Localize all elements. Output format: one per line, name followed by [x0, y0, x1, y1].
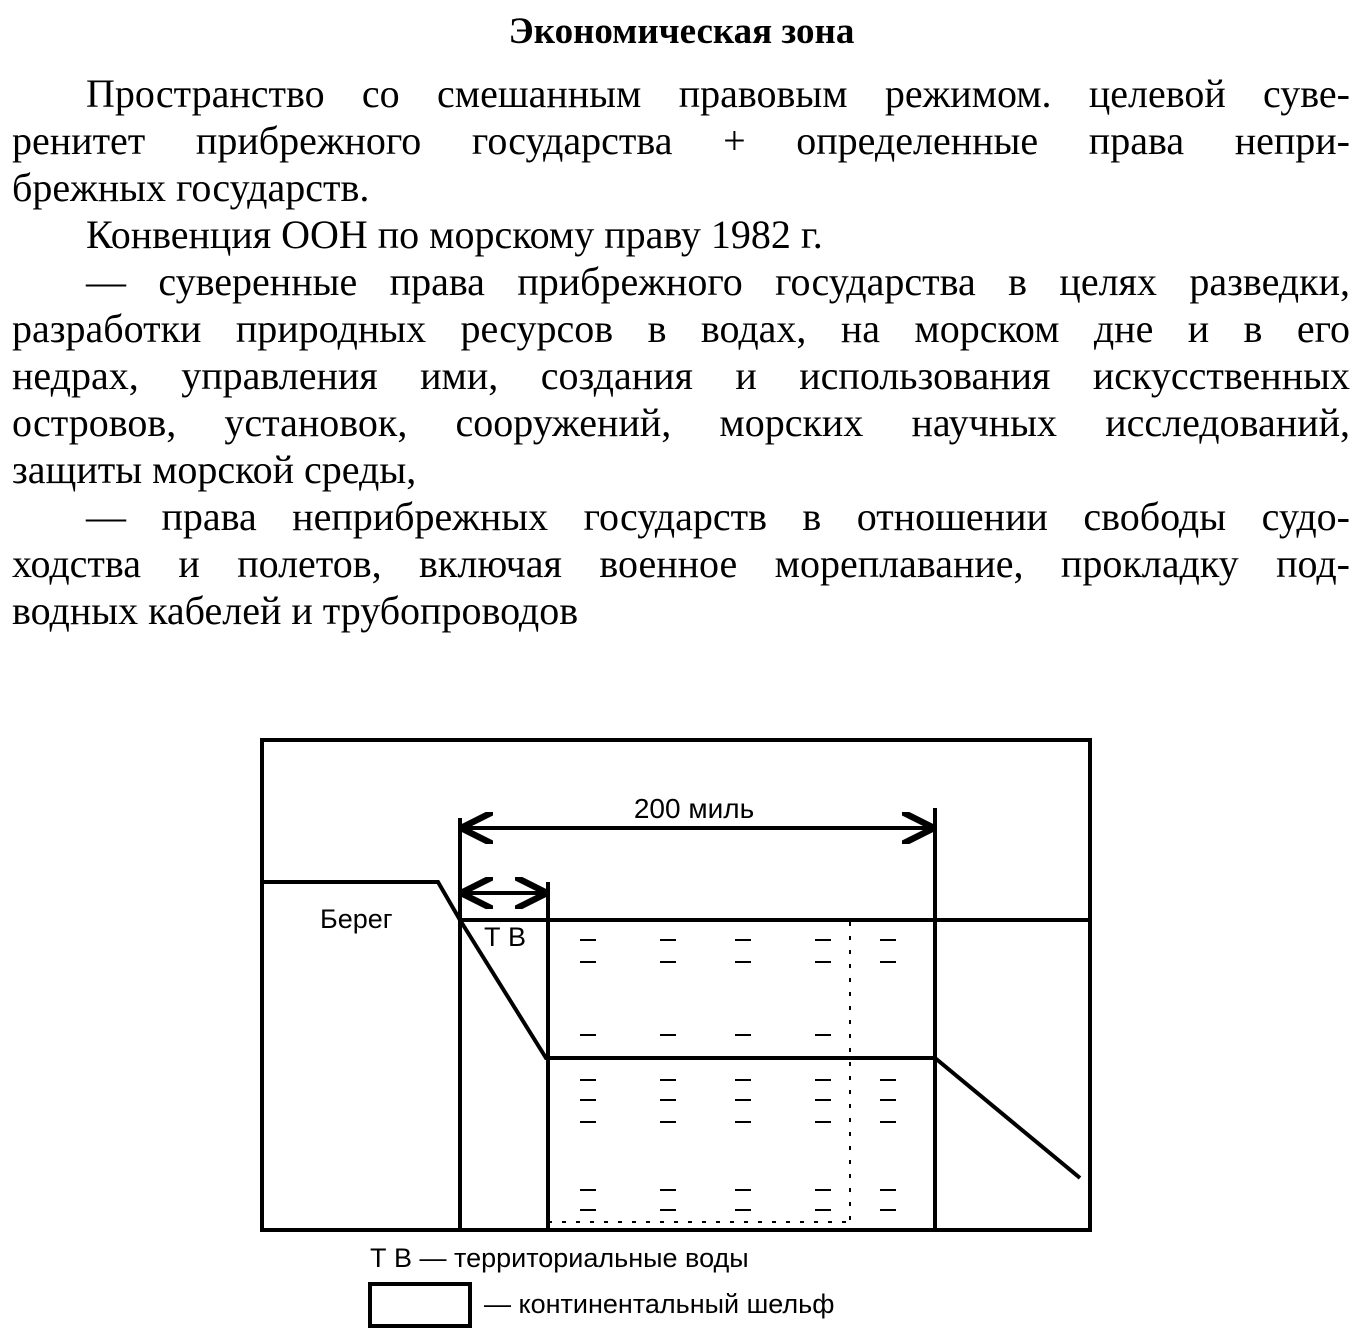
- legend-continental-shelf: — континентальный шельф: [484, 1289, 835, 1319]
- text-line: водных кабелей и трубопроводов: [12, 588, 579, 633]
- text-line: Пространство со смешанным правовым режимом. целевой суве-: [86, 71, 1350, 116]
- text-line: ходства и полетов, включая военное мореплавание, прокладку под-: [12, 541, 1350, 586]
- text-line: — права неприбрежных государств в отношении свободы судо-: [86, 494, 1350, 539]
- seabed-line: [460, 920, 1080, 1178]
- text-line: защиты морской среды,: [12, 447, 417, 492]
- legend-shelf-swatch: [370, 1284, 470, 1326]
- paragraph-3: [12, 258, 1350, 493]
- text-line: брежных государств.: [12, 165, 370, 210]
- text-line: разработки природных ресурсов в водах, на морском дне и в его: [12, 306, 1350, 351]
- legend-territorial-waters: Т В — территориальные воды: [370, 1243, 749, 1273]
- text-line: ренитет прибрежного государства + определенные права непри-: [12, 118, 1350, 163]
- text-line: — суверенные права прибрежного государства в целях разведки,: [86, 259, 1350, 304]
- dimension-label: 200 миль: [633, 793, 755, 824]
- text-line: недрах, управления ими, создания и использования искусственных: [12, 353, 1350, 398]
- territorial-waters-label: Т В: [484, 922, 527, 952]
- water-dashes: [580, 940, 896, 1210]
- text-line: Конвенция ООН по морскому праву 1982 г.: [86, 212, 823, 257]
- paragraph-1: [12, 70, 1350, 211]
- paragraph-2: [12, 211, 1350, 258]
- page-title: Экономическая зона: [508, 11, 855, 52]
- text-line: островов, установок, сооружений, морских научных исследований,: [12, 400, 1350, 445]
- shore-label: Берег: [320, 904, 393, 934]
- water-pattern: [548, 922, 850, 1228]
- paragraph-4: [12, 493, 1350, 634]
